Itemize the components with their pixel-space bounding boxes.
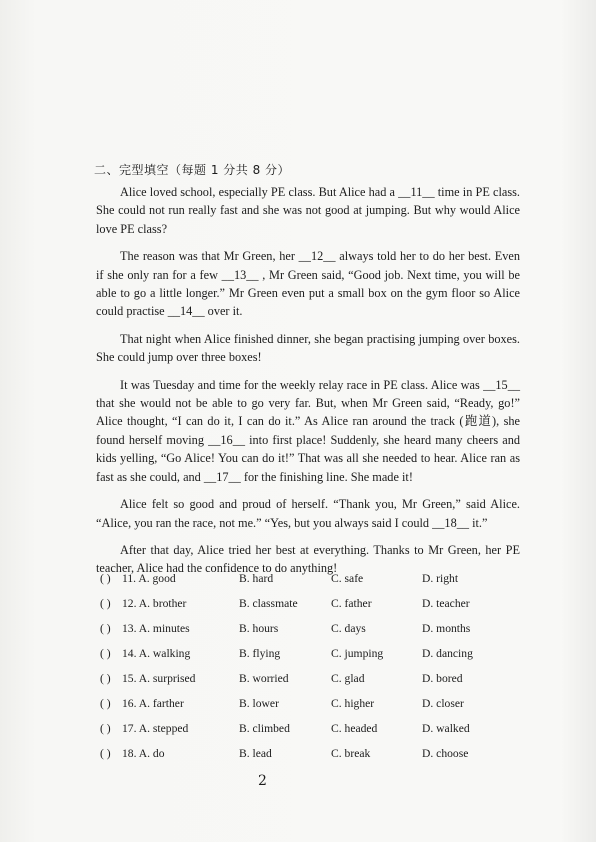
question-17-row bbox=[100, 722, 500, 747]
option-b: B. flying bbox=[239, 647, 281, 660]
option-b: B. worried bbox=[239, 672, 289, 685]
option-c: C. safe bbox=[331, 572, 364, 585]
option-c: C. headed bbox=[331, 722, 378, 735]
cloze-passage bbox=[96, 183, 520, 587]
answer-blank[interactable]: ( ) bbox=[100, 722, 111, 735]
option-b: B. climbed bbox=[239, 722, 290, 735]
option-d: D. choose bbox=[422, 747, 469, 760]
section-title: 二、完型填空（每题 1 分共 8 分） bbox=[94, 163, 291, 177]
paragraph-1: Alice loved school, especially PE class. But Alice had a __11__ time in PE class. She could not run really fast and she was not good at jumping. But why would Alice love PE class? bbox=[96, 185, 520, 236]
answer-blank[interactable]: ( ) bbox=[100, 697, 111, 710]
option-a: 16. A. farther bbox=[122, 697, 184, 710]
question-12-row bbox=[100, 597, 500, 622]
answer-blank[interactable]: ( ) bbox=[100, 572, 111, 585]
option-b: B. lead bbox=[239, 747, 272, 760]
question-18-row bbox=[100, 747, 500, 772]
option-d: D. teacher bbox=[422, 597, 470, 610]
option-a: 15. A. surprised bbox=[122, 672, 196, 685]
question-11-row bbox=[100, 572, 500, 597]
option-d: D. closer bbox=[422, 697, 464, 710]
answer-blank[interactable]: ( ) bbox=[100, 672, 111, 685]
question-15-row bbox=[100, 672, 500, 697]
answer-blank[interactable]: ( ) bbox=[100, 747, 111, 760]
option-a: 17. A. stepped bbox=[122, 722, 189, 735]
option-a: 11. A. good bbox=[122, 572, 176, 585]
option-c: C. higher bbox=[331, 697, 375, 710]
question-14-row bbox=[100, 647, 500, 672]
answer-blank[interactable]: ( ) bbox=[100, 622, 111, 635]
paragraph-3: That night when Alice finished dinner, she began practising jumping over boxes. She could jump over three boxes! bbox=[96, 331, 520, 365]
option-a: 18. A. do bbox=[122, 747, 165, 760]
option-a: 13. A. minutes bbox=[122, 622, 190, 635]
option-c: C. break bbox=[331, 747, 371, 760]
option-d: D. bored bbox=[422, 672, 463, 685]
option-d: D. dancing bbox=[422, 647, 473, 660]
option-a: 14. A. walking bbox=[122, 647, 191, 660]
option-a: 12. A. brother bbox=[122, 597, 187, 610]
answer-blank[interactable]: ( ) bbox=[100, 647, 111, 660]
question-16-row bbox=[100, 697, 500, 722]
paragraph-6: After that day, Alice tried her best at everything. Thanks to Mr Green, her PE teacher, Alice had the confidence to do anything! bbox=[96, 542, 520, 576]
option-b: B. hard bbox=[239, 572, 274, 585]
option-d: D. walked bbox=[422, 722, 470, 735]
option-c: C. father bbox=[331, 597, 372, 610]
option-d: D. right bbox=[422, 572, 459, 585]
answer-blank[interactable]: ( ) bbox=[100, 597, 111, 610]
paragraph-4: It was Tuesday and time for the weekly relay race in PE class. Alice was __15__ that she would not be able to go very far. But, when Mr Green said, “Ready, go!” Alice thought, “I can do it, I can do it.” As Alice ran around the track (跑道), she found herself moving __16__ into first place! Suddenly, she heard many cheers and kids yelling, “Go Alice! You can do it!” That was all she needed to hear. Alice ran as fast as she could, and __17__ for the finishing line. She made it! bbox=[96, 377, 520, 484]
question-13-row bbox=[100, 622, 500, 647]
option-b: B. lower bbox=[239, 697, 279, 710]
paragraph-2: The reason was that Mr Green, her __12__ always told her to do her best. Even if she only ran for a few __13__ , Mr Green said, “Good job. Next time, you will be able to go a little longer.” Mr Green even put a small box on the gym floor so Alice could practise __14__ over it. bbox=[96, 249, 520, 319]
option-c: C. glad bbox=[331, 672, 365, 685]
page-number: 2 bbox=[258, 773, 267, 789]
paragraph-5: Alice felt so good and proud of herself. “Thank you, Mr Green,” said Alice. “Alice, you ran the race, not me.” “Yes, but you always said I could __18__ it.” bbox=[96, 497, 520, 530]
option-d: D. months bbox=[422, 622, 471, 635]
option-b: B. classmate bbox=[239, 597, 298, 610]
option-b: B. hours bbox=[239, 622, 279, 635]
answer-options bbox=[100, 572, 500, 772]
option-c: C. days bbox=[331, 622, 366, 635]
option-c: C. jumping bbox=[331, 647, 384, 660]
